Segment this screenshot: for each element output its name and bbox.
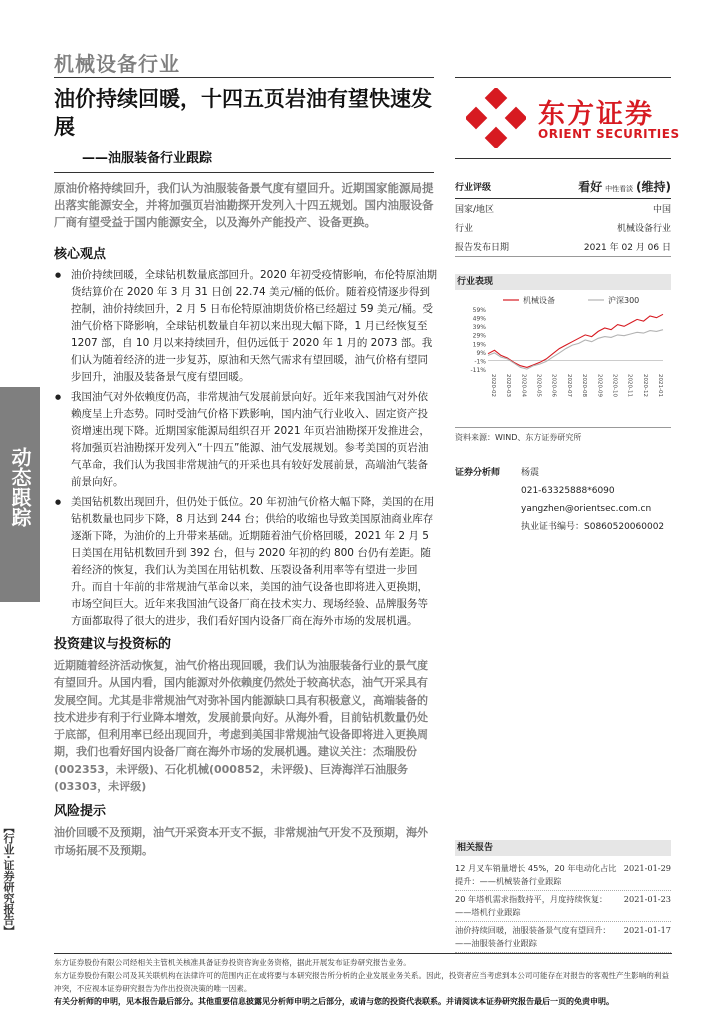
sidebar-tag-text: 动态跟踪 bbox=[8, 447, 32, 527]
footer-line: 东方证券股份有限公司及其关联机构在法律许可的范围内正在或将要与本研究报告所分析的企业发展业务关系。因此，投资者应当考虑到本公司可能存在对报告的客观性产生影响的利益冲突，不应视本证券研究报告为作出投资决策的唯一因素。 bbox=[54, 971, 670, 993]
x-tick-label: 2020-04 bbox=[520, 374, 527, 397]
related-title[interactable]: 油价持续回暖，油服装备景气度有望回升：——油服装备行业跟踪 bbox=[455, 925, 611, 948]
related-date: 2021-01-23 bbox=[623, 894, 671, 904]
investment-text: 近期随着经济活动恢复，油气价格出现回暖，我们认为油服装备行业的景气度有望回升。从国内看，国内能源对外依赖度仍然处于较高状态，油气开采具有发展空间。尤其是非常规油气对弥补国内能源缺口具有积极意义，高端装备的技术进步有利于行业降本增效，发展前景向好。从海外看，目前钻机数量仍处于底部，但利用率已经出现回升，考虑到美国非常规油气设备即将进入更换周期，我们也看好国内设备厂商在海外市场的发展机遇。建议关注：杰瑞股份(002353，未评级)、石化机械(000852，未评级)、巨涛海洋石油服务(03303，未评级) bbox=[54, 659, 428, 794]
x-tick-label: 2020-05 bbox=[535, 374, 542, 397]
x-tick-label: 2020-09 bbox=[596, 374, 603, 397]
y-tick-label: 19% bbox=[472, 341, 486, 349]
related-list bbox=[455, 860, 671, 953]
list-item[interactable] bbox=[455, 860, 671, 891]
logo-text-cn: 东方证券 bbox=[538, 99, 654, 130]
info-key: 报告发布日期 bbox=[455, 243, 510, 253]
related-date: 2021-01-29 bbox=[623, 863, 671, 873]
related-date: 2021-01-17 bbox=[623, 925, 671, 935]
risk-text: 油价回暖不及预期，油气开采资本开支不振，非常规油气开发不及预期，海外市场拓展不及预期。 bbox=[54, 826, 428, 857]
footer bbox=[54, 953, 672, 1008]
report-title: 油价持续回暖，十四五页岩油有望快速发展 bbox=[54, 87, 432, 139]
footer-disclaimer: 有关分析师的申明，见本报告最后部分。其他重要信息披露见分析师申明之后部分，或请与您的投资代表联系。并请阅读本证券研究报告最后一页的免责申明。 bbox=[54, 997, 614, 1006]
list-item[interactable] bbox=[455, 922, 671, 953]
series-line bbox=[488, 314, 663, 367]
x-tick-label: 2020-10 bbox=[611, 374, 618, 397]
sidebar-tag bbox=[0, 387, 40, 602]
y-tick-label: 29% bbox=[472, 332, 486, 340]
performance-chart bbox=[458, 292, 668, 410]
legend-label: 沪深300 bbox=[608, 296, 640, 305]
logo-icon bbox=[466, 88, 526, 148]
legend-label: 机械设备 bbox=[523, 296, 555, 305]
analyst-name: 杨震 bbox=[521, 468, 540, 478]
y-tick-label: 39% bbox=[472, 324, 486, 332]
rating-row bbox=[455, 174, 671, 199]
info-row bbox=[455, 218, 671, 237]
info-row bbox=[455, 237, 671, 257]
sidebar-vertical bbox=[0, 822, 18, 962]
info-value: 机械设备行业 bbox=[616, 224, 671, 234]
y-tick-label: 59% bbox=[472, 307, 486, 314]
summary: 原油价格持续回升，我们认为油服装备景气度有望回升。近期国家能源局提出落实能源安全，并将加强页岩油勘探开发列入十四五规划。国内油服设备厂商有望受益于国内能源安全，以及海外产能投产、设备更换。 bbox=[54, 181, 434, 229]
y-tick-label: 49% bbox=[472, 315, 486, 323]
y-tick-label: 9% bbox=[476, 349, 486, 357]
divider bbox=[54, 77, 434, 78]
sector-label: 机械设备行业 bbox=[54, 52, 180, 76]
x-tick-label: 2020-11 bbox=[626, 374, 633, 397]
rating-label: 行业评级 bbox=[455, 182, 492, 193]
x-tick-label: 2020-06 bbox=[550, 374, 557, 397]
core-bullet: ● 油价持续回暖，全球钻机数量底部回升。2020 年初受疫情影响，布伦特原油期货结算价在 2020 年 3 月 31 日创 22.74 美元/桶的低价。随着疫情逐步得到控制，油价持续回升，2 月 5 日布伦特原油期货价格已经超过 59 美元/桶。受油气价格下降影响，全球钻机数量自年初以来出现大幅下降，1 月已经恢复至 1207 部，自 10 月以来持续回升，但仍远低于 2020 年 1 月的 2073 部。我们认为随着经济的进一步复苏，原油和天然气需求有望回暖，油气价格有望同步回升，油服及装备景气度有望回暖。 bbox=[54, 267, 438, 386]
sidebar-vertical-text: 【行业·证券研究报告】 bbox=[2, 822, 15, 937]
footer-line: 东方证券股份有限公司经相关主管机关核准具备证券投资咨询业务资格，据此开展发布证券研究报告业务。 bbox=[54, 958, 411, 967]
list-item[interactable] bbox=[455, 891, 671, 922]
analyst-license: 执业证书编号：S0860520060002 bbox=[521, 522, 665, 532]
x-tick-label: 2020-03 bbox=[505, 374, 512, 397]
investment-heading: 投资建议与投资标的 bbox=[54, 637, 172, 652]
info-value: 2021 年 02 月 06 日 bbox=[583, 243, 671, 253]
x-tick-label: 2020-08 bbox=[581, 374, 588, 397]
x-tick-label: 2020-07 bbox=[565, 374, 572, 397]
analyst-email[interactable]: yangzhen@orientsec.com.cn bbox=[521, 504, 652, 514]
y-tick-label: -1% bbox=[474, 358, 486, 366]
analyst-label: 证券分析师 bbox=[455, 468, 501, 478]
related-heading: 相关报告 bbox=[455, 840, 671, 856]
core-views bbox=[54, 247, 438, 859]
info-value: 中国 bbox=[652, 205, 671, 215]
x-tick-label: 2021-01 bbox=[657, 374, 663, 397]
analyst-phone: 021-63325888*6090 bbox=[521, 486, 615, 496]
series-line bbox=[488, 330, 663, 369]
chart-source: 资料来源：WIND、东方证券研究所 bbox=[455, 427, 671, 443]
divider bbox=[54, 172, 434, 173]
info-key: 国家/地区 bbox=[455, 205, 495, 215]
performance-heading: 行业表现 bbox=[455, 274, 671, 290]
analyst-block bbox=[455, 464, 671, 536]
risk-heading: 风险提示 bbox=[54, 804, 107, 820]
core-bullet: ● 美国钻机数出现回升，但仍处于低位。20 年初油气价格大幅下降，美国的在用钻机数量也同步下降，8 月达到 244 台；供给的收缩也导致美国原油商业库存逐渐下降，为油价的上升带来基础。近期随着油气价格回暖，2021 年 2 月 5 日美国在用钻机数回升到 392 台，但与 2020 年初的约 800 台仍有差距。随着经济的恢复，我们认为美国在用钻机数、压裂设备利用率等有望进一步回升。而自十年前的非常规油气革命以来，美国的油气设备也即将进入更换期，市场空间巨大。近年来我国油气设备厂商在技术实力、现场经验、品牌服务等方面都取得了很大的进步，我们看好国内设备厂商在海外市场的发展机遇。 bbox=[54, 494, 438, 630]
x-tick-label: 2020-12 bbox=[641, 374, 648, 397]
rating-table bbox=[455, 174, 671, 257]
rating-status: (维持) bbox=[636, 179, 671, 194]
report-subtitle: ——油服装备行业跟踪 bbox=[82, 151, 213, 166]
y-tick-label: -11% bbox=[470, 367, 486, 374]
info-key: 行业 bbox=[455, 224, 474, 234]
logo-text-en: ORIENT SECURITIES bbox=[538, 127, 680, 141]
related-title[interactable]: 20 年塔机需求指数持平，月度持续恢复：——塔机行业跟踪 bbox=[455, 894, 608, 917]
core-bullet: ● 我国油气对外依赖度仍高，非常规油气发展前景向好。近年来我国油气对外依赖度呈上升态势。同时受油气价格下跌影响，国内油气行业收入、固定资产投资增速出现下降。近期国家能源局组织召开 2021 年页岩油勘探开发推进会，将加强页岩油勘探开发列入“十四五”能源、油气发展规划。参考美国的页岩油气革命，我们认为我国非常规油气的开采也具有较好发展前景，高端油气装备前景向好。 bbox=[54, 389, 438, 491]
x-tick-label: 2020-02 bbox=[490, 374, 496, 397]
rating-level: 中性看淡 bbox=[605, 184, 634, 193]
info-row bbox=[455, 199, 671, 218]
related-title[interactable]: 12 月叉车销量增长 45%，20 年电动化占比提升：——机械装备行业跟踪 bbox=[455, 863, 617, 886]
core-heading: 核心观点 bbox=[54, 247, 107, 262]
rating-value: 看好 bbox=[578, 179, 603, 194]
